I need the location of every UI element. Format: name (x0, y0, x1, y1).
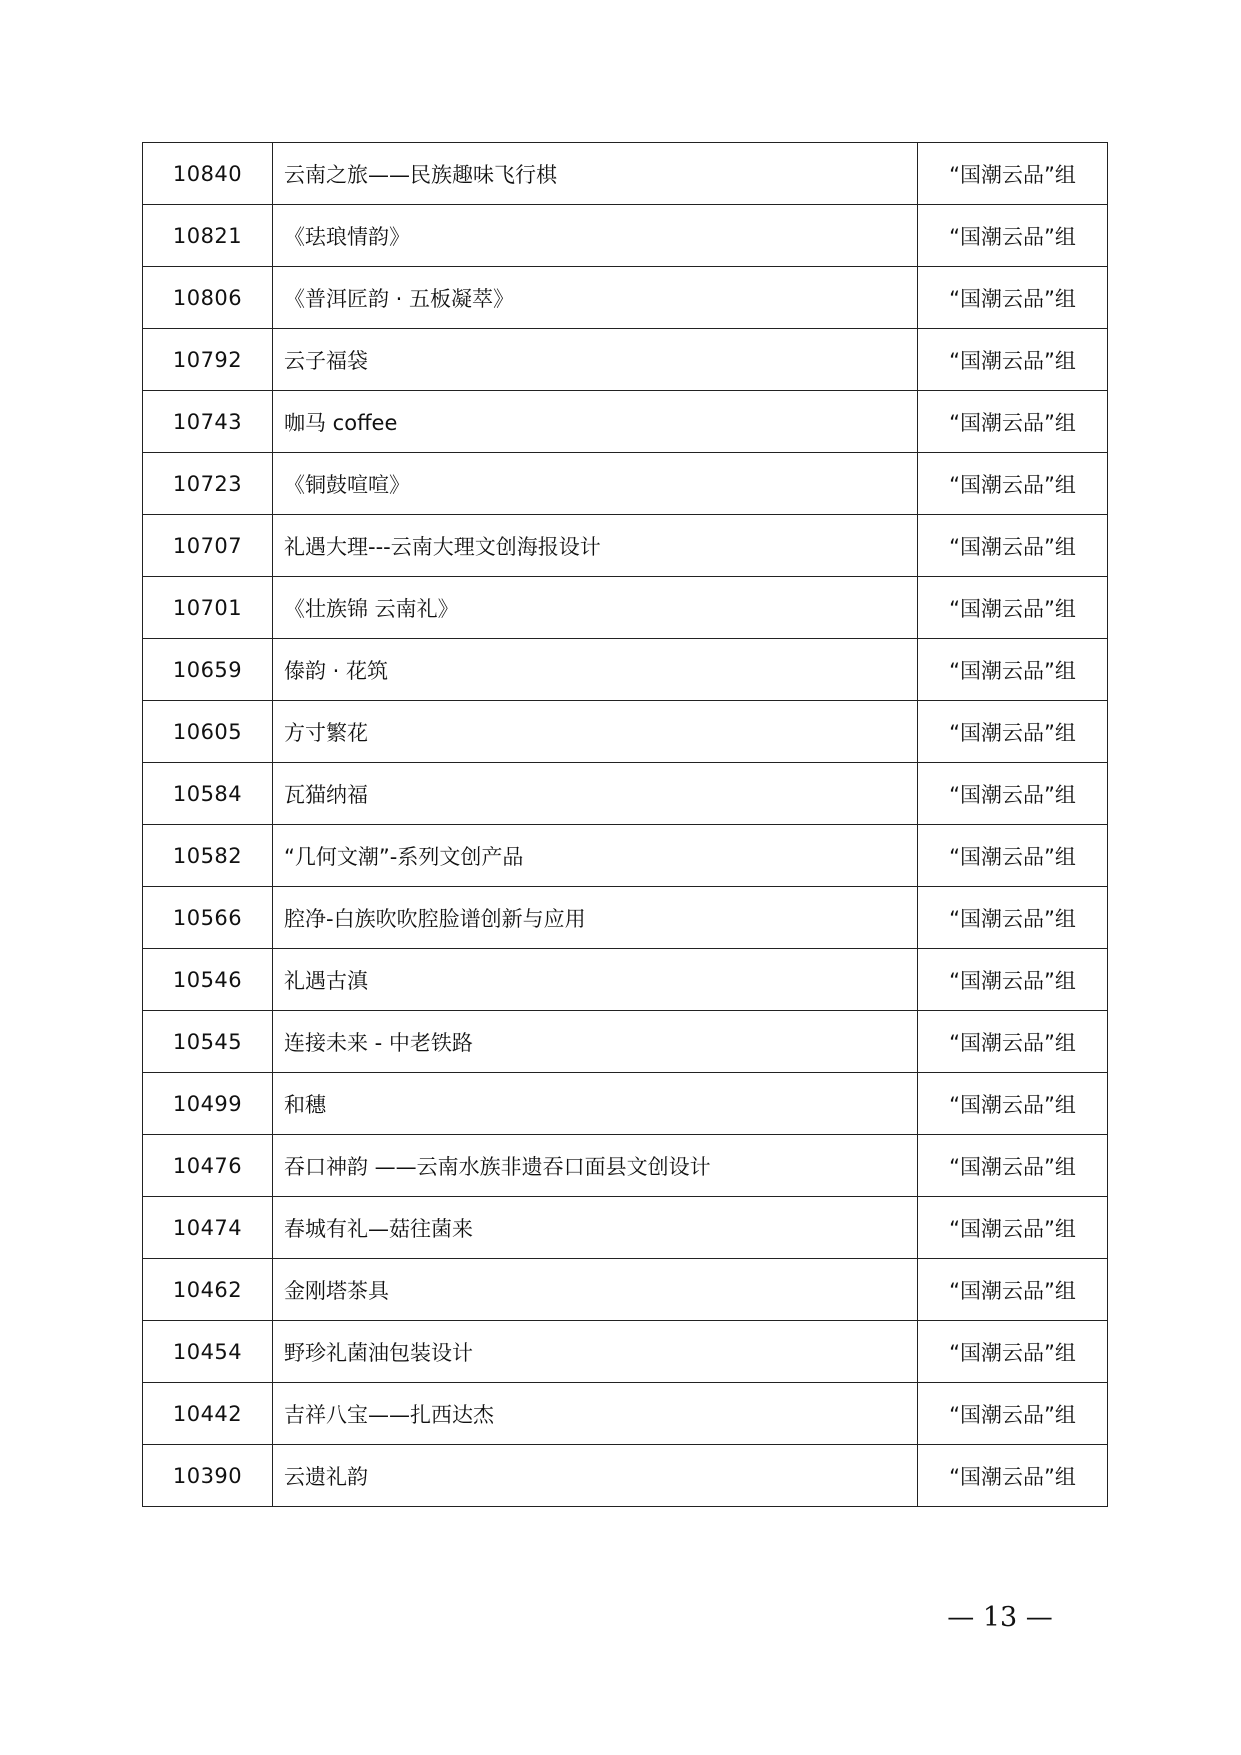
table-row (143, 825, 1108, 887)
entry-title-cell: 腔净-白族吹吹腔脸谱创新与应用 (273, 887, 918, 949)
entry-id-cell: 10605 (143, 701, 273, 763)
entry-group-cell: “国潮云品”组 (918, 763, 1108, 825)
entry-id-cell: 10545 (143, 1011, 273, 1073)
entry-group-cell: “国潮云品”组 (918, 1073, 1108, 1135)
entry-group-cell: “国潮云品”组 (918, 267, 1108, 329)
table-row (143, 515, 1108, 577)
entry-group-cell: “国潮云品”组 (918, 701, 1108, 763)
entry-group-cell: “国潮云品”组 (918, 1321, 1108, 1383)
entry-id-cell: 10806 (143, 267, 273, 329)
entry-title-cell: 和穗 (273, 1073, 918, 1135)
entry-id-cell: 10476 (143, 1135, 273, 1197)
entry-title-cell: 吞口神韵 ——云南水族非遗吞口面县文创设计 (273, 1135, 918, 1197)
table-row (143, 329, 1108, 391)
table-row (143, 1197, 1108, 1259)
entries-table-body (143, 143, 1108, 1507)
table-row (143, 1011, 1108, 1073)
table-row (143, 391, 1108, 453)
entry-group-cell: “国潮云品”组 (918, 391, 1108, 453)
entry-group-cell: “国潮云品”组 (918, 1197, 1108, 1259)
entry-group-cell: “国潮云品”组 (918, 1135, 1108, 1197)
entry-id-cell: 10390 (143, 1445, 273, 1507)
entry-group-cell: “国潮云品”组 (918, 1259, 1108, 1321)
entry-title-cell: “几何文潮”-系列文创产品 (273, 825, 918, 887)
table-row (143, 267, 1108, 329)
entry-title-cell: 瓦猫纳福 (273, 763, 918, 825)
entry-id-cell: 10566 (143, 887, 273, 949)
entry-title-cell: 礼遇大理---云南大理文创海报设计 (273, 515, 918, 577)
entry-title-cell: 春城有礼—菇往菌来 (273, 1197, 918, 1259)
entry-title-cell: 云子福袋 (273, 329, 918, 391)
entry-group-cell: “国潮云品”组 (918, 453, 1108, 515)
table-row (143, 1321, 1108, 1383)
page-number: — 13 — (947, 1602, 1053, 1633)
table-row (143, 1445, 1108, 1507)
entry-title-cell: 咖马 coffee (273, 391, 918, 453)
entry-title-cell: 野珍礼菌油包装设计 (273, 1321, 918, 1383)
entry-id-cell: 10723 (143, 453, 273, 515)
entry-title-cell: 吉祥八宝——扎西达杰 (273, 1383, 918, 1445)
entry-group-cell: “国潮云品”组 (918, 143, 1108, 205)
table-row (143, 143, 1108, 205)
entry-title-cell: 《普洱匠韵 · 五板凝萃》 (273, 267, 918, 329)
table-row (143, 701, 1108, 763)
entry-group-cell: “国潮云品”组 (918, 329, 1108, 391)
entry-id-cell: 10546 (143, 949, 273, 1011)
table-row (143, 1073, 1108, 1135)
entry-title-cell: 金刚塔茶具 (273, 1259, 918, 1321)
entry-title-cell: 傣韵 · 花筑 (273, 639, 918, 701)
entry-title-cell: 云南之旅——民族趣味飞行棋 (273, 143, 918, 205)
entry-group-cell: “国潮云品”组 (918, 1445, 1108, 1507)
table-row (143, 453, 1108, 515)
entry-id-cell: 10582 (143, 825, 273, 887)
entry-title-cell: 云遗礼韵 (273, 1445, 918, 1507)
entry-title-cell: 礼遇古滇 (273, 949, 918, 1011)
entry-id-cell: 10462 (143, 1259, 273, 1321)
table-row (143, 1259, 1108, 1321)
entry-title-cell: 连接未来 - 中老铁路 (273, 1011, 918, 1073)
entry-group-cell: “国潮云品”组 (918, 825, 1108, 887)
entry-id-cell: 10499 (143, 1073, 273, 1135)
entry-group-cell: “国潮云品”组 (918, 887, 1108, 949)
entry-group-cell: “国潮云品”组 (918, 1011, 1108, 1073)
table-row (143, 1383, 1108, 1445)
entry-id-cell: 10701 (143, 577, 273, 639)
table-row (143, 763, 1108, 825)
entry-group-cell: “国潮云品”组 (918, 949, 1108, 1011)
table-row (143, 577, 1108, 639)
entry-id-cell: 10659 (143, 639, 273, 701)
entry-group-cell: “国潮云品”组 (918, 639, 1108, 701)
entry-id-cell: 10840 (143, 143, 273, 205)
entry-title-cell: 方寸繁花 (273, 701, 918, 763)
table-row (143, 639, 1108, 701)
entry-id-cell: 10792 (143, 329, 273, 391)
entry-group-cell: “国潮云品”组 (918, 577, 1108, 639)
entry-group-cell: “国潮云品”组 (918, 515, 1108, 577)
entry-id-cell: 10442 (143, 1383, 273, 1445)
entry-group-cell: “国潮云品”组 (918, 205, 1108, 267)
table-row (143, 1135, 1108, 1197)
entry-id-cell: 10584 (143, 763, 273, 825)
table-row (143, 205, 1108, 267)
entries-table (142, 142, 1108, 1507)
entry-id-cell: 10707 (143, 515, 273, 577)
entry-id-cell: 10743 (143, 391, 273, 453)
entry-id-cell: 10821 (143, 205, 273, 267)
table-row (143, 949, 1108, 1011)
table-row (143, 887, 1108, 949)
entry-title-cell: 《珐琅情韵》 (273, 205, 918, 267)
entry-group-cell: “国潮云品”组 (918, 1383, 1108, 1445)
entry-title-cell: 《铜鼓喧喧》 (273, 453, 918, 515)
entry-title-cell: 《壮族锦 云南礼》 (273, 577, 918, 639)
entry-id-cell: 10474 (143, 1197, 273, 1259)
entry-id-cell: 10454 (143, 1321, 273, 1383)
